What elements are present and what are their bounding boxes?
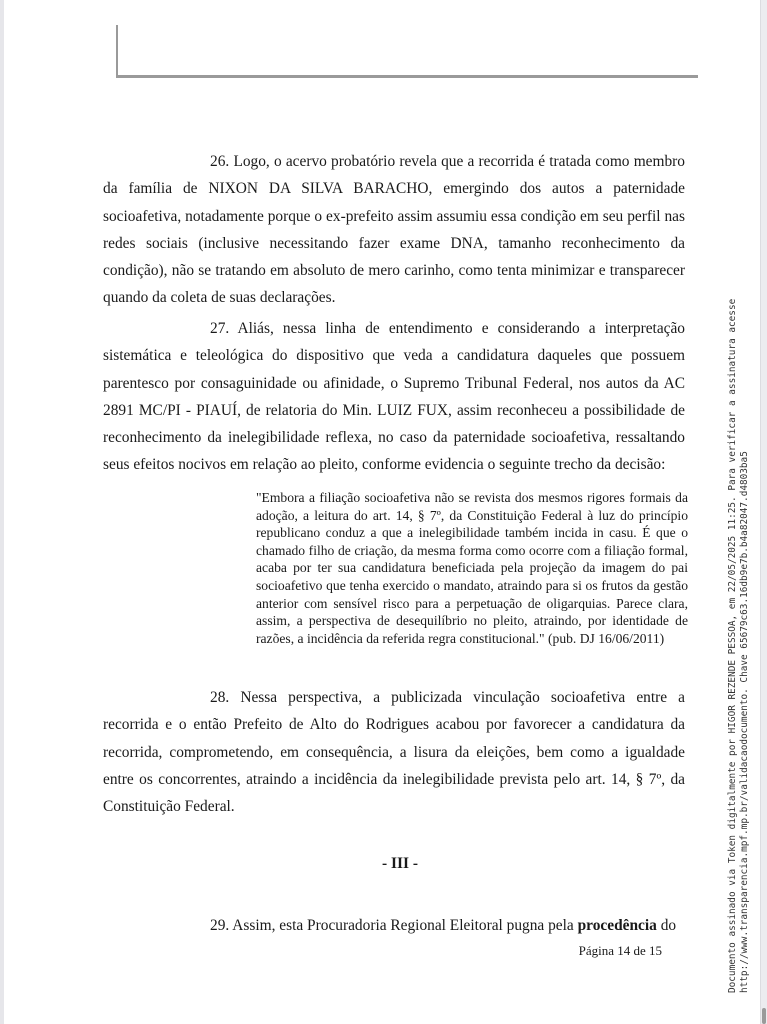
emphasis-text: procedência — [577, 917, 657, 934]
digital-signature-stamp — [727, 299, 751, 993]
signature-verification-link[interactable]: http://www.transparencia.mpf.mp.br/validacaodocumento. Chave 65679c63.16db9e7b.b4a82047.d4803ba5 — [739, 451, 750, 993]
paragraph-number: 28. — [210, 689, 230, 706]
page-number: Página 14 de 15 — [578, 943, 662, 958]
paragraph-text: Aliás, nessa linha de entendimento e considerando a interpretação sistemática e teleológica do dispositivo que veda a candidatura daqueles que possuem parentesco por consaguinidade ou afinidade, o Supremo Tribunal Federal, nos autos da AC 2891 MC/PI - PIAUÍ, de relatoria do Min. LUIZ FUX, assim reconheceu a possibilidade de reconhecimento da inelegibilidade reflexa, no caso da paternidade socioafetiva, ressaltando seus efeitos nocivos em relação ao pleito, conforme evidencia o seguinte trecho da decisão: — [103, 320, 686, 474]
paragraph-28 — [103, 684, 685, 820]
paragraph-26 — [103, 148, 685, 312]
paragraph-number: 29. — [210, 917, 230, 934]
paragraph-29 — [103, 912, 685, 939]
page-header-frame — [116, 25, 698, 78]
paragraph-text-end: do — [660, 917, 677, 934]
paragraph-text: Assim, esta Procuradoria Regional Eleitoral pugna pela — [232, 917, 574, 934]
scrollbar-thumb[interactable] — [762, 1008, 766, 1024]
paragraph-number: 27. — [210, 320, 230, 337]
paragraph-number: 26. — [210, 153, 230, 170]
paragraph-text: Nessa perspectiva, a publicizada vinculação socioafetiva entre a recorrida e o então Prefeito de Alto do Rodrigues acabou por favorecer a candidatura da recorrida, comprometendo, em consequência, a lisura da eleições, bem como a igualdade entre os concorrentes, atraindo a incidência da inelegibilidade prevista pelo art. 14, § 7º, da Constituição Federal. — [103, 689, 685, 816]
paragraph-text: Logo, o acervo probatório revela que a recorrida é tratada como membro da família de NIXON DA SILVA BARACHO, emergindo dos autos a paternidade socioafetiva, notadamente porque o ex-prefeito assim assumiu essa condição em seu perfil nas redes sociais (inclusive necessitando fazer exame DNA, tamanho reconhecimento da condição), não se tratando em absoluto de mero carinho, como tenta minimizar e transparecer quando da coleta de suas declarações. — [103, 153, 685, 307]
block-quote: "Embora a filiação socioafetiva não se revista dos mesmos rigores formais da adoção, a leitura do art. 14, § 7º, da Constituição Federal à luz do princípio republicano conduz a que a inelegibilidade também incida in casu. É que o chamado filho de criação, da mesma forma como ocorre com a filiação formal, acaba por ter sua candidatura beneficiada pela projeção da imagem do pai socioafetivo que tenha exercido o mandato, atraindo para si os frutos da gestão anterior com sensível risco para a perpetuação de oligarquias. Parece clara, assim, a perspectiva de desequilíbrio no pleito, atraindo, por identidade de razões, a incidência da referida regra constitucional." (pub. DJ 16/06/2011) — [256, 490, 688, 646]
signature-line-1: Documento assinado via Token digitalmente por HIGOR REZENDE PESSOA, em 22/05/2025 11:25. Para verificar a assinatura acesse — [727, 298, 738, 993]
section-title: - III - — [382, 855, 418, 872]
paragraph-27 — [103, 315, 685, 479]
